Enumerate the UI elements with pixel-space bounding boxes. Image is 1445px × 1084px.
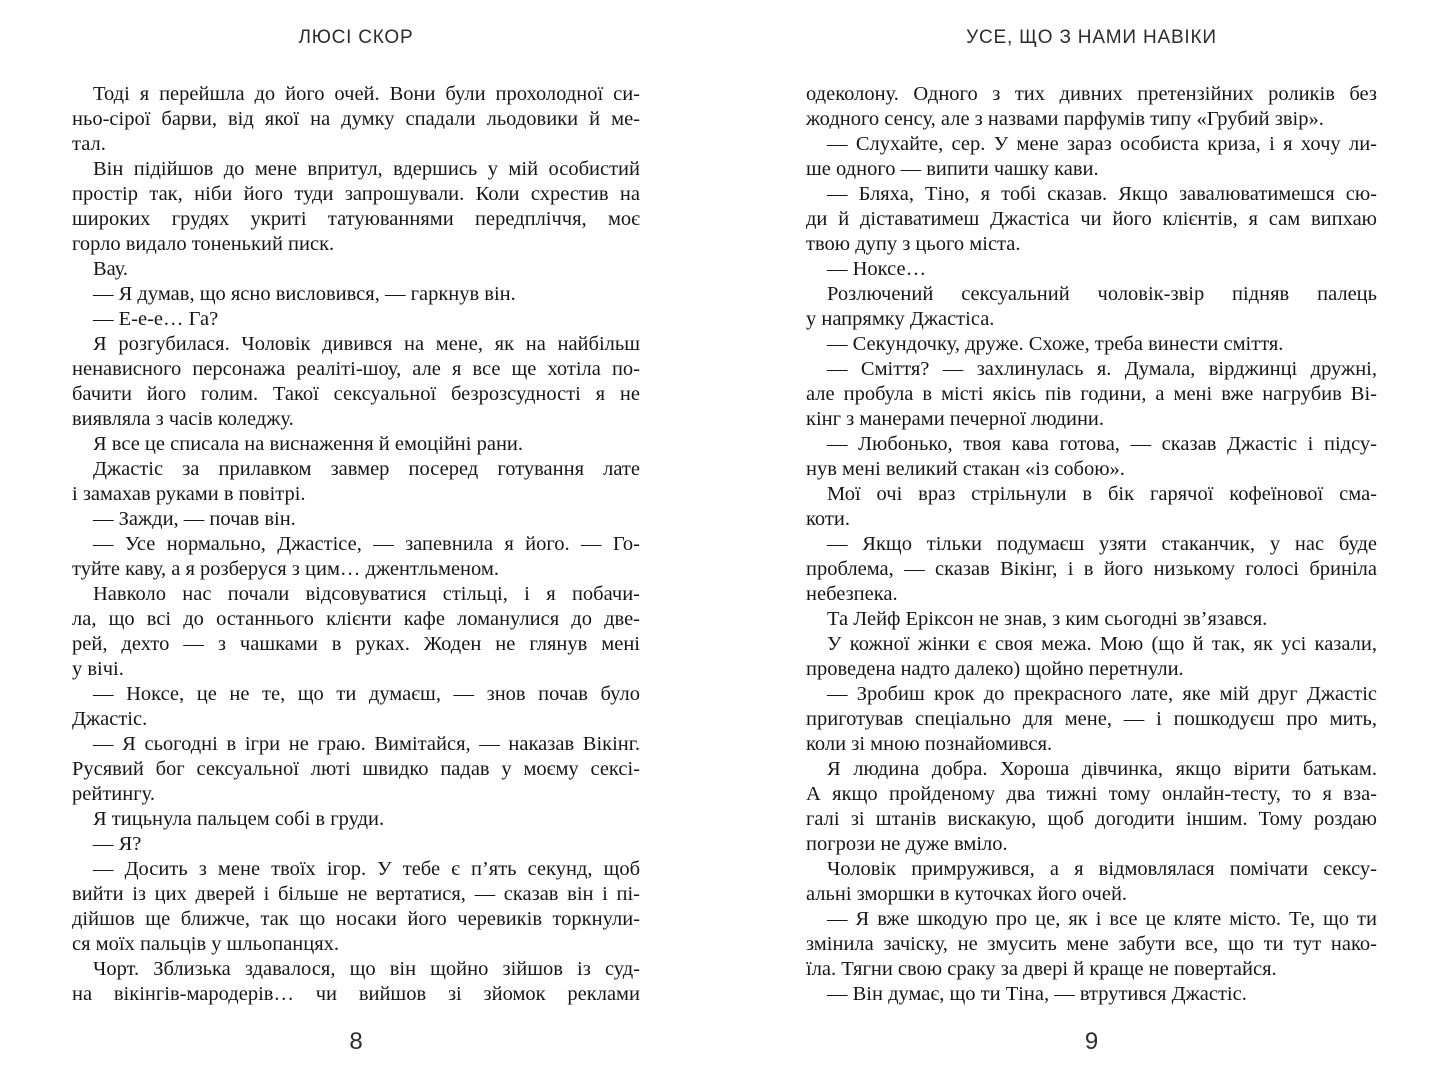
text-line: нув мені великий стакан «із собою». [806, 458, 1125, 480]
text-line: альні зморшки в куточках його очей. [806, 883, 1128, 905]
text-line: — Ноксе, це не те, що ти думаєш, — знов почав було [93, 683, 640, 705]
page-right [806, 0, 1377, 1084]
text-line: — Зробиш крок до прекрасного лате, яке мій друг Джастіс [827, 683, 1377, 705]
text-line: і замахав руками в повітрі. [72, 483, 306, 505]
text-line: ше одного — випити чашку кави. [806, 158, 1099, 180]
text-line: — Секундочку, друже. Схоже, треба винести сміття. [827, 333, 1284, 355]
text-line: рейтингу. [72, 783, 155, 805]
running-head-author: ЛЮСІ СКОР [298, 27, 414, 48]
text-line: галі зі штанів вискакую, щоб догодити іншим. Тому роздаю [806, 808, 1377, 830]
text-line: простір так, ніби його туди запрошували. Коли схрестив на [72, 183, 640, 205]
text-line: проведена надто далеко) щойно перетнули. [806, 658, 1184, 680]
text-line: Мої очі враз стрільнули в бік гарячої кофеїнової сма- [827, 483, 1377, 505]
text-line: твою дупу з цього міста. [806, 233, 1021, 255]
text-line: Я людина добра. Хороша дівчинка, якщо вірити батькам. [827, 758, 1377, 780]
text-line: — Я думав, що ясно висловився, — гаркнув він. [93, 283, 516, 305]
text-line: Русявий бог сексуальної люті швидко падав у моєму сексі- [72, 758, 640, 780]
text-line: у вічі. [72, 658, 124, 680]
text-line: Тоді я перейшла до його очей. Вони були прохолодної си- [93, 83, 640, 105]
text-line: змінила зачіску, не змусить мене забути все, що ти тут нако- [806, 933, 1377, 955]
page-right-body [806, 82, 1377, 1007]
text-line: ди й діставатимеш Джастіса чи його клієнтів, я сам випхаю [806, 208, 1377, 230]
text-line: — Слухайте, сер. У мене зараз особиста криза, і я хочу ли- [827, 133, 1377, 155]
page-left-body [72, 82, 640, 1007]
text-line: виявляла з часів коледжу. [72, 408, 294, 430]
text-line: У кожної жінки є своя межа. Мою (що й так, як усі казали, [827, 633, 1377, 655]
text-line: небезпека. [806, 583, 898, 605]
text-line: Я розгубилася. Чоловік дивився на мене, як на найбільш [93, 333, 640, 355]
text-line: — Я сьогодні в ігри не граю. Вимітайся, — наказав Вікінг. [93, 733, 640, 755]
text-line: бачити його голим. Такої сексуальної безрозсудності я не [72, 383, 640, 405]
running-head-title: УСЕ, ЩО З НАМИ НАВІКИ [966, 27, 1217, 48]
text-line: — Зажди, — почав він. [93, 508, 296, 530]
text-line: А якщо пройденому два тижні тому онлайн-тесту, то я вза- [806, 783, 1377, 805]
text-line: Вау. [93, 258, 129, 280]
text-line: у напрямку Джастіса. [806, 308, 995, 330]
text-line: Я все це списала на виснаження й емоційні рани. [93, 433, 524, 455]
text-line: Я тицьнула пальцем собі в груди. [93, 808, 385, 830]
text-line: але пробула в місті якісь пів години, а мені вже нагрубив Ві- [806, 383, 1377, 405]
text-line: Навколо нас почали відсовуватися стільці, і я побачи- [93, 583, 640, 605]
text-line: вийти із цих дверей і більше не вертатися, — сказав він і пі- [72, 883, 640, 905]
text-line: — Я? [93, 833, 142, 855]
text-line: приготував спеціально для мене, — і пошкодуєш про мить, [806, 708, 1377, 730]
text-line: — Сміття? — захлинулась я. Думала, вірджинці дружні, [827, 358, 1377, 380]
text-line: на вікінгів-мародерів… чи вийшов зі зйомок реклами [72, 983, 640, 1005]
text-line: тал. [72, 133, 106, 155]
text-line: ньо-сірої барви, від якої на думку спадали льодовики й ме- [72, 108, 640, 130]
text-line: горло видало тоненький писк. [72, 233, 335, 255]
text-line: Чоловік примружився, а я відмовлялася помічати сексу- [827, 858, 1377, 880]
text-line: погрози не дуже вміло. [806, 833, 1008, 855]
page-number-left: 8 [349, 1028, 363, 1055]
page-number-right: 9 [1084, 1028, 1099, 1055]
text-line: кінг з манерами печерної людини. [806, 408, 1105, 430]
text-line: — Я вже шкодую про це, як і все це кляте місто. Те, що ти [827, 908, 1377, 930]
text-line: ся моїх пальців у шльопанцях. [72, 933, 340, 955]
text-line: Чорт. Зблизька здавалося, що він щойно зійшов із суд- [93, 958, 640, 980]
text-line: — Любонько, твоя кава готова, — сказав Джастіс і підсу- [827, 433, 1377, 455]
text-line: дійшов ще ближче, так що носаки його черевиків торкнули- [72, 908, 640, 930]
text-line: коли зі мною познайомився. [806, 733, 1053, 755]
text-line: туйте каву, а я розберуся з цим… джентльменом. [72, 558, 499, 580]
text-line: — Досить з мене твоїх ігор. У тебе є п’ять секунд, щоб [93, 858, 640, 880]
page-left [72, 0, 640, 1084]
text-line: — Ноксе… [827, 258, 927, 280]
text-line: Джастіс. [72, 708, 148, 730]
text-line: Джастіс за прилавком завмер посеред готування лате [93, 458, 640, 480]
text-line: — Якщо тільки подумаєш узяти стаканчик, у нас буде [827, 533, 1377, 555]
text-line: проблема, — сказав Вікінг, і в його низькому голосі бриніла [806, 558, 1377, 580]
text-line: Та Лейф Еріксон не знав, з ким сьогодні зв’язався. [827, 608, 1268, 630]
text-line: коти. [806, 508, 850, 530]
text-line: — Він думає, що ти Тіна, — втрутився Джастіс. [827, 983, 1247, 1005]
text-line: рей, дехто — з чашками в руках. Жоден не глянув мені [72, 633, 640, 655]
text-line: одеколону. Одного з тих дивних претензійних роликів без [806, 83, 1377, 105]
text-line: їла. Тягни свою сраку за двері й краще не повертайся. [806, 958, 1277, 980]
text-line: ненависного персонажа реаліті-шоу, але я все ще хотіла по- [72, 358, 640, 380]
text-line: — Бляха, Тіно, я тобі сказав. Якщо завалюватимешся сю- [827, 183, 1377, 205]
text-line: ла, що всі до останнього клієнти кафе ломанулися до две- [72, 608, 640, 630]
text-line: — Е-е-е… Га? [93, 308, 219, 330]
text-line: Розлючений сексуальний чоловік-звір підняв палець [827, 283, 1377, 305]
text-line: широких грудях укриті татуюваннями передпліччя, моє [72, 208, 640, 230]
text-line: — Усе нормально, Джастісе, — запевнила я його. — Го- [93, 533, 640, 555]
text-line: Він підійшов до мене впритул, вдершись у мій особистий [93, 158, 640, 180]
text-line: жодного сенсу, але з назвами парфумів типу «Грубий звір». [806, 108, 1324, 130]
